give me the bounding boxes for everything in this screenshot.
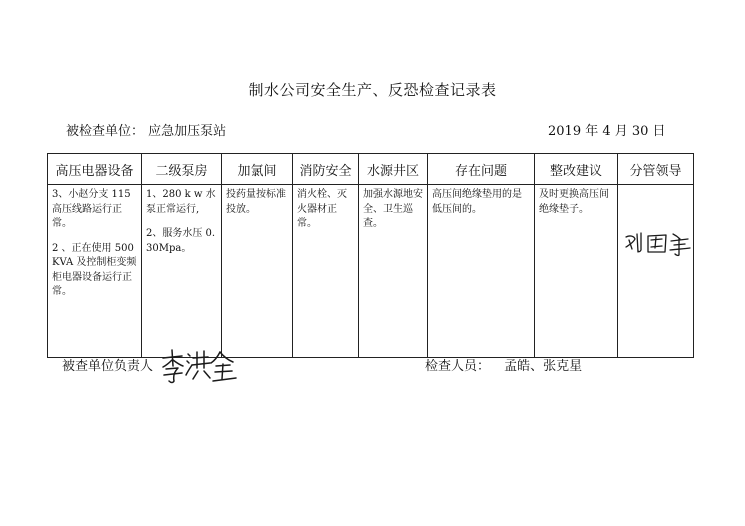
chlorine-item: 投药量按标准投放。 <box>226 189 286 215</box>
suggestion-item: 及时更换高压间绝缘垫子。 <box>539 189 609 215</box>
cell-hv-equipment <box>48 185 142 358</box>
cell-fire-safety <box>293 185 359 358</box>
water-item: 加强水源地安全、卫生巡查。 <box>363 189 423 229</box>
cell-pump-room <box>142 185 222 358</box>
pump-item: 2、服务水压 0.30Mpa。 <box>146 228 216 254</box>
problem-item: 高压间绝缘垫用的是低压间的。 <box>432 189 522 215</box>
hv-item: 3、小赵分支 115 高压线路运行正常。 <box>52 189 131 229</box>
inspection-table <box>47 153 694 358</box>
header-suggestions: 整改建议 <box>535 154 618 185</box>
table-row <box>48 185 694 358</box>
responsible-person-line <box>62 355 153 374</box>
header-pump-room: 二级泵房 <box>142 154 222 185</box>
responsible-person-label: 被查单位负责人 <box>62 359 154 374</box>
fire-item: 消火栓、灭火器材正常。 <box>297 189 347 229</box>
inspected-unit-value: 应急加压泵站 <box>148 124 227 139</box>
cell-suggestions <box>535 185 618 358</box>
inspectors-value: 孟皓、张克星 <box>504 359 583 374</box>
header-water-source: 水源井区 <box>359 154 428 185</box>
form-title: 制水公司安全生产、反恐检查记录表 <box>248 81 497 99</box>
inspected-unit-line <box>66 120 226 139</box>
header-fire-safety: 消防安全 <box>293 154 359 185</box>
inspected-unit-label: 被检查单位： <box>66 124 145 139</box>
inspection-date: 2019 年 4 月 30 日 <box>548 124 666 139</box>
header-problems: 存在问题 <box>428 154 535 185</box>
header-hv-equipment: 高压电器设备 <box>48 154 142 185</box>
cell-problems <box>428 185 535 358</box>
cell-supervisor <box>618 185 694 358</box>
cell-water-source <box>359 185 428 358</box>
pump-item: 1、280 k w 水泵正常运行, <box>146 189 216 215</box>
inspectors-line <box>425 355 582 374</box>
header-chlorine-room: 加氯间 <box>222 154 293 185</box>
hv-item: 2 、正在使用 500KVA 及控制柜变频柜电器设备运行正常。 <box>52 242 137 297</box>
header-supervisor: 分管领导 <box>618 154 694 185</box>
responsible-signature <box>160 346 242 386</box>
table-header-row <box>48 154 694 185</box>
cell-chlorine-room <box>222 185 293 358</box>
supervisor-signature <box>622 228 694 258</box>
inspectors-label: 检查人员： <box>425 359 491 374</box>
